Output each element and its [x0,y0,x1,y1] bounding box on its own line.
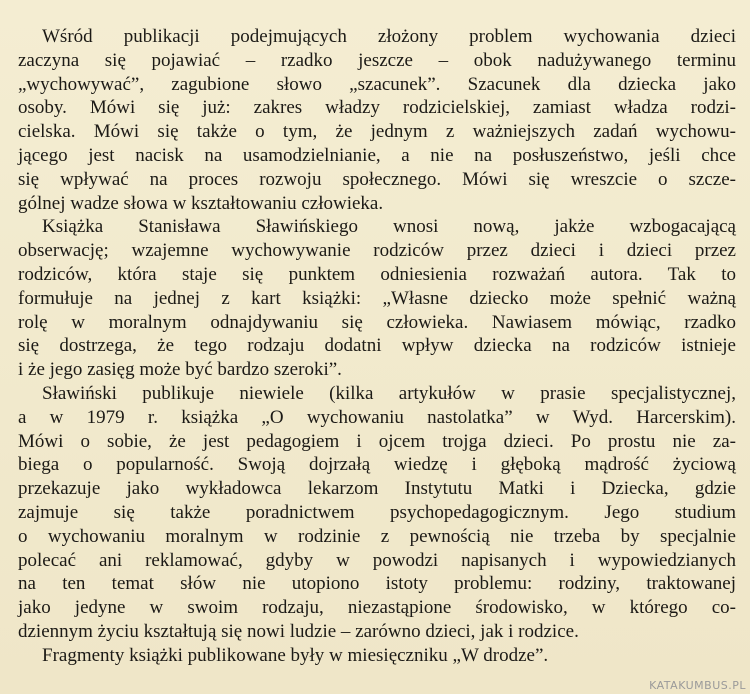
text-line: Fragmenty książki publikowane były w miesięczniku „W drodze”. [42,644,549,666]
text-line: przekazuje jako wykładowca lekarzom Instytutu Matki i Dziecka, gdzie [18,478,736,500]
text-line: polecać ani reklamować, gdyby w powodzi napisanych i wypowiedzianych [18,549,736,571]
text-line: i że jego zasięg może być bardzo szeroki”. [18,359,342,381]
text-line: zaczyna się pojawiać – rzadko jeszcze – obok nadużywanego terminu [18,49,736,71]
text-line: o wychowaniu moralnym w rodzinie z pewnością nie trzeba by specjalnie [18,525,736,547]
text-line: jącego jest nacisk na usamodzielnianie, a nie na posłuszeństwo, jeśli chce [18,144,736,166]
article-text [18,25,736,668]
text-line: rodziców, która staje się punktem odniesienia rozważań autora. Tak to [18,263,736,285]
paragraph-4 [18,644,736,668]
text-line: rolę w moralnym odnajdywaniu się człowieka. Nawiasem mówiąc, rzadko [18,311,736,333]
text-line: na ten temat słów nie utopiono istoty problemu: rodziny, traktowanej [18,573,736,595]
text-line: „wychowywać”, zagubione słowo „szacunek”. Szacunek dla dziecka jako [18,73,736,95]
text-line: cielska. Mówi się także o tym, że jednym z ważniejszych zadań wychowu- [18,121,736,143]
text-line: zajmuje się także poradnictwem psychopedagogicznym. Jego studium [18,501,736,523]
paragraph-2 [18,215,736,382]
text-line: się dostrzega, że tego rodzaju dodatni wpływ dziecka na rodziców istnieje [18,335,736,357]
text-line: Mówi o sobie, że jest pedagogiem i ojcem trojga dzieci. Po prostu nie za- [18,430,736,452]
text-line: gólnej wadze słowa w kształtowaniu człowieka. [18,192,384,214]
text-line: obserwację; wzajemne wychowywanie rodziców przez dzieci i dzieci przez [18,240,736,262]
text-line: biega o popularność. Swoją dojrzałą wiedzę i głęboką mądrość życiową [18,454,736,476]
paragraph-3 [18,382,736,644]
text-line: Sławiński publikuje niewiele (kilka artykułów w prasie specjalistycznej, [42,382,736,404]
text-line: osoby. Mówi się już: zakres władzy rodzicielskiej, zamiast władza rodzi- [18,97,736,119]
text-line: Wśród publikacji podejmujących złożony problem wychowania dzieci [42,26,736,47]
watermark: KATAKUMBUS.PL [649,679,746,692]
text-line: dziennym życiu kształtują się nowi ludzie – zarówno dzieci, jak i rodzice. [18,620,579,642]
text-line: się wpływać na proces rozwoju społecznego. Mówi się wreszcie o szcze- [18,168,736,190]
paragraph-1 [18,25,736,215]
text-line: formułuje na jednej z kart książki: „Własne dziecko może spełnić ważną [18,287,736,309]
text-line: jako jedyne w swoim rodzaju, niezastąpione środowisko, w którego co- [18,597,736,619]
text-line: a w 1979 r. książka „O wychowaniu nastolatka” w Wyd. Harcerskim). [18,406,736,428]
text-line: Książka Stanisława Sławińskiego wnosi nową, jakże wzbogacającą [42,216,736,238]
